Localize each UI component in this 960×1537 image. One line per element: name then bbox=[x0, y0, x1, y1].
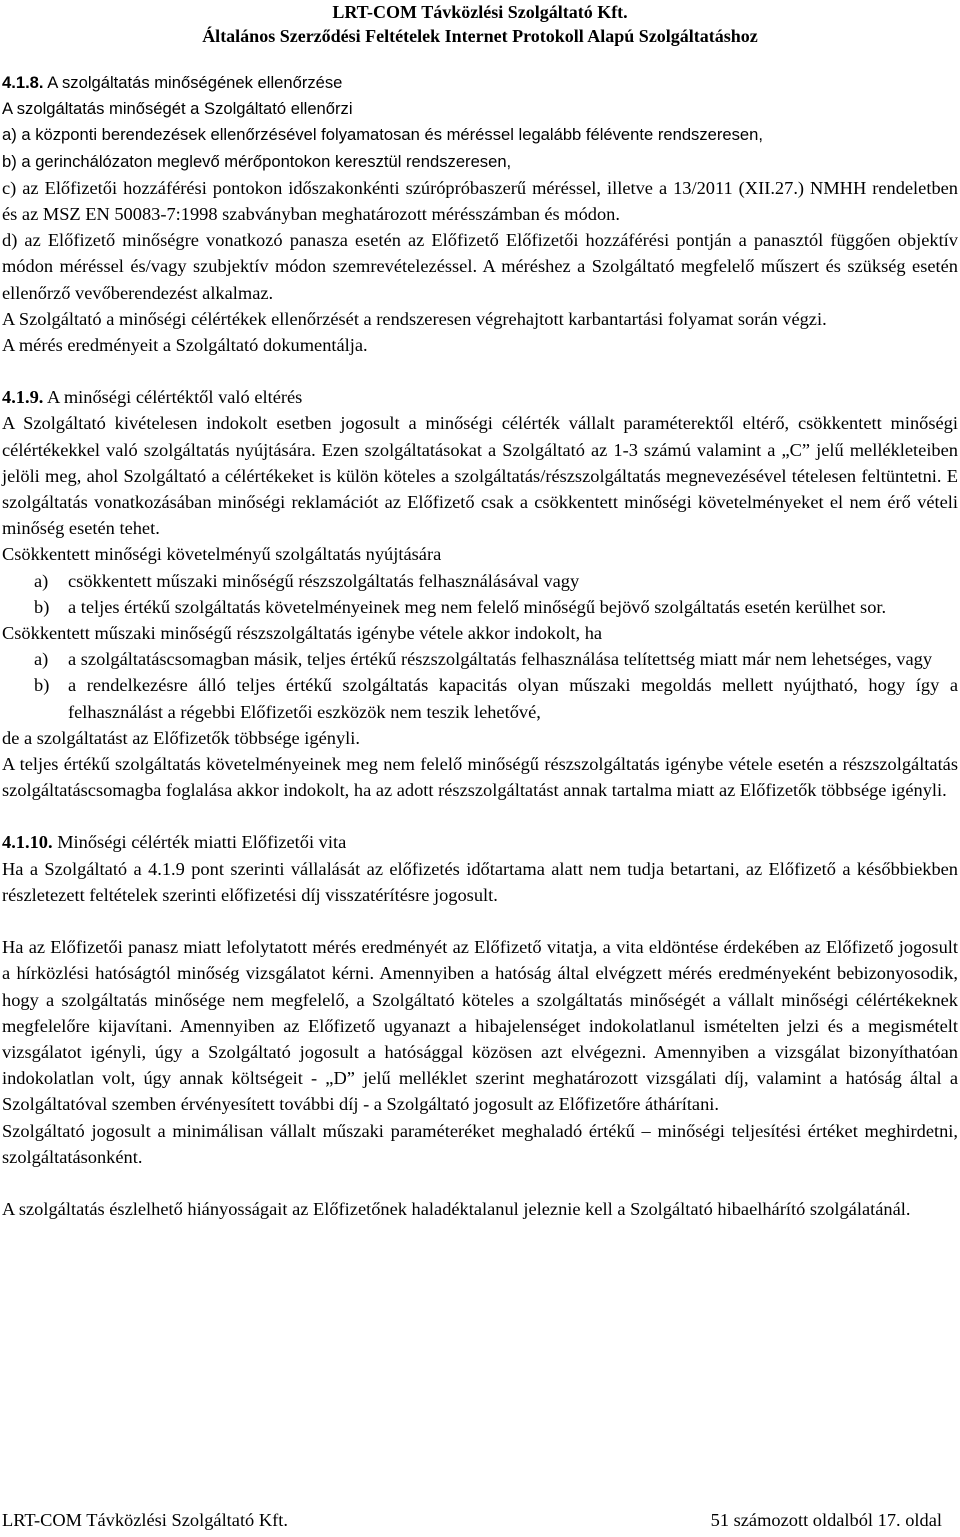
list-marker: a) bbox=[34, 649, 49, 670]
paragraph: A Szolgáltató a minőségi célértékek ellenőrzését a rendszeresen végrehajtott karbantartási folyamat során végzi. bbox=[2, 308, 827, 329]
list-item bbox=[2, 594, 958, 620]
section-number: 4.1.10. bbox=[2, 832, 53, 853]
section-title: A minőségi célértéktől való eltérés bbox=[46, 387, 303, 408]
list-text: csökkentett műszaki minőségű részszolgáltatás felhasználásával vagy bbox=[68, 570, 580, 591]
list-marker: a) bbox=[34, 570, 49, 591]
paragraph: A Szolgáltató kivételesen indokolt esetben jogosult a minőségi célérték vállalt paraméterektől eltérő, csökkentett minőségi célértékekkel való szolgáltatás nyújtására. Ezen szolgáltatásokat a Szolgáltató az 1-3 számú valamint a „C” jelű mellékleteiben jelöli meg, ahol Szolgáltató a célértékeket is külön köteles a szolgáltatás/részszolgáltatás megnevezésével tételesen feltüntetni. E szolgáltatás vonatkozásában minőségi reklamációt az Előfizető csak a csökkentett minőségi követelményeket el nem érő vételi minőség esetén tehet. bbox=[2, 413, 958, 539]
paragraph: A szolgáltatás észlelhető hiányosságait az Előfizetőnek haladéktalanul jeleznie kell a Szolgáltató hibaelhárító szolgálatánál. bbox=[2, 1198, 911, 1219]
header-company: LRT-COM Távközlési Szolgáltató Kft. bbox=[332, 2, 628, 22]
list-text: a szolgáltatáscsomagban másik, teljes értékű részszolgáltatás felhasználása telítettség miatt már nem lehetséges, vagy bbox=[68, 649, 933, 670]
spacer bbox=[2, 803, 958, 829]
section-4-1-8-intro: A szolgáltatás minőségét a Szolgáltató ellenőrzi bbox=[2, 99, 353, 119]
section-title: Minőségi célérték miatti Előfizetői vita bbox=[57, 832, 347, 853]
paragraph: A mérés eredményeit a Szolgáltató dokumentálja. bbox=[2, 335, 368, 356]
page-header bbox=[0, 0, 960, 48]
spacer bbox=[2, 358, 958, 384]
section-number: 4.1.8. bbox=[2, 73, 44, 92]
spacer bbox=[2, 908, 958, 934]
paragraph: Ha az Előfizetői panasz miatt lefolytatott mérés eredményét az Előfizető vitatja, a vita eldöntése érdekében az Előfizető jogosult a hírközlési hatóságtól minőség vizsgálatot kérni. Amennyiben a hatóság által elvégzett mérés eredményeként bebizonyosodik, hogy a szolgáltatás minősége nem megfelelő, a Szolgáltató köteles a szolgáltatás minőségét a vállalt minőségi célértékeknek megfelelőre kijavítani. Amennyiben az Előfizető ugyanazt a hibajelenséget indokolatlanul ismételten jelzi és a megismételt vizsgálatot igényli, úgy a Szolgáltató jogosult a hatósággal közösen azt elvégezni. Amennyiben a vizsgálat bizonyíthatóan indokolatlan volt, úgy annak költségeit - „D” jelű melléklet szerint meghatározott vizsgálati díj, valamint a hatóság által a Szolgáltatóval szemben érvényesített további díj - a Szolgáltató jogosult az Előfizetőre áthárítani. bbox=[2, 937, 958, 1115]
list-item bbox=[2, 568, 958, 594]
paragraph: Szolgáltató jogosult a minimálisan vállalt műszaki paraméteréket meghaladó értékű – minőségi teljesítési értéket meghirdetni, szolgáltatásonként. bbox=[2, 1120, 958, 1167]
list-text: a rendelkezésre álló teljes értékű szolgáltatás kapacitás olyan műszaki megoldás mellett nyújtható, hogy így a felhasználást a régebbi Előfizetői eszközök nem teszik lehetővé, bbox=[68, 675, 958, 722]
paragraph: Ha a Szolgáltató a 4.1.9 pont szerinti vállalását az előfizetés időtartama alatt nem tudja betartani, az Előfizető a későbbiekben részletezett feltételek szerinti előfizetési díj visszatérítésre jogosult. bbox=[2, 858, 958, 905]
footer-company: LRT-COM Távközlési Szolgáltató Kft. bbox=[2, 1510, 288, 1530]
paragraph: A teljes értékű szolgáltatás követelményeinek meg nem felelő minőségű részszolgáltatás igénybe vétele esetén a részszolgáltatás szolgáltatáscsomagba foglalása akkor indokolt, ha az adott részszolgáltatást annak tartalma miatt az Előfizetők többsége igényli. bbox=[2, 754, 958, 801]
list-item bbox=[2, 646, 958, 672]
list-item bbox=[2, 672, 958, 724]
header-subtitle: Általános Szerződési Feltételek Internet Protokoll Alapú Szolgáltatáshoz bbox=[202, 26, 758, 46]
document-body bbox=[2, 70, 958, 1222]
section-number: 4.1.9. bbox=[2, 387, 44, 408]
check-item-d: d) az Előfizető minőségre vonatkozó panasza esetén az Előfizető Előfizetői hozzáférési pontján a panasztól függően objektív módon méréssel és/vagy szubjektív módon szemrevételezéssel. A méréshez a Szolgáltató megfelelő műszert és szükség esetén ellenőrző vevőberendezést alkalmaz. bbox=[2, 230, 958, 303]
section-title: A szolgáltatás minőségének ellenőrzése bbox=[47, 73, 343, 92]
check-item-c: c) az Előfizetői hozzáférési pontokon időszakonkénti szúrópróbaszerű méréssel, illetve a 13/2011 (XII.27.) NMHH rendeletben és az MSZ EN 50083-7:1998 szabványban meghatározott mérésszámban és módon. bbox=[2, 177, 958, 225]
list-marker: b) bbox=[34, 675, 50, 696]
check-item-a: a) a központi berendezések ellenőrzésével folyamatosan és méréssel legalább félévente rendszeresen, bbox=[2, 125, 763, 145]
footer-page-number: 51 számozott oldalból 17. oldal bbox=[710, 1510, 942, 1530]
section-4-1-8-heading bbox=[2, 70, 958, 96]
list-marker: b) bbox=[34, 596, 50, 617]
list-text: a teljes értékű szolgáltatás követelményeinek meg nem felelő minőségű bejövő szolgáltatás esetén kerülhet sor. bbox=[68, 596, 887, 617]
paragraph: Csökkentett minőségi követelményű szolgáltatás nyújtására bbox=[2, 544, 442, 565]
paragraph: Csökkentett műszaki minőségű részszolgáltatás igénybe vétele akkor indokolt, ha bbox=[2, 623, 603, 644]
check-item-b: b) a gerinchálózaton meglevő mérőpontokon keresztül rendszeresen, bbox=[2, 151, 512, 171]
section-4-1-9-heading bbox=[2, 384, 958, 410]
section-4-1-10-heading bbox=[2, 829, 958, 855]
paragraph: de a szolgáltatást az Előfizetők többsége igényli. bbox=[2, 727, 360, 748]
spacer bbox=[2, 1170, 958, 1196]
page-footer bbox=[2, 1507, 942, 1533]
